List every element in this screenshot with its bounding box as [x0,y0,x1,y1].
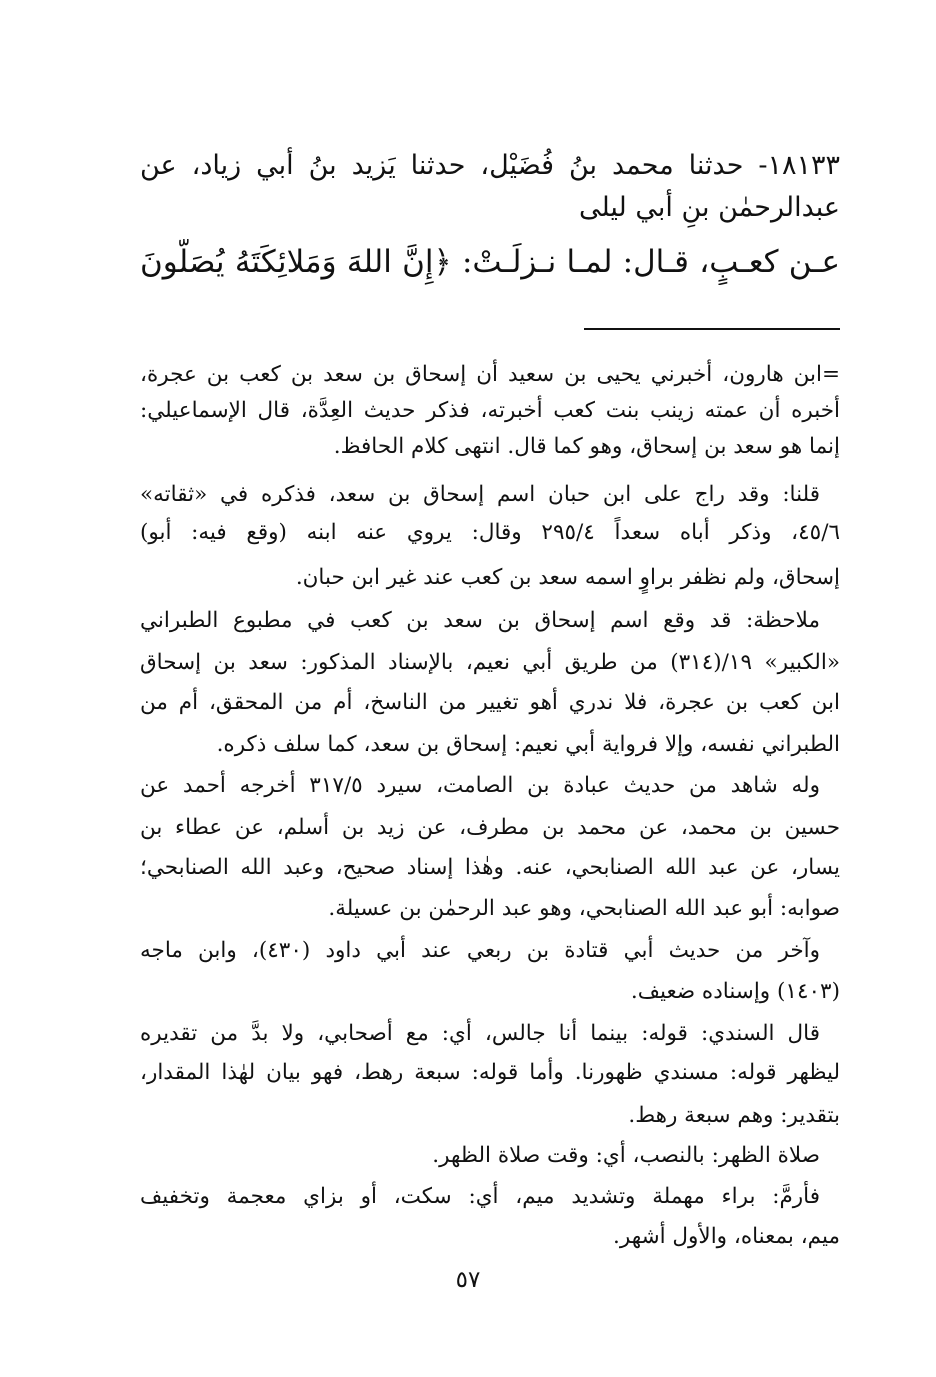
main-text-line-1: ١٨١٣٣- حدثنا محمد بنُ فُضَيْل، حدثنا يَزيد بنُ أبي زياد، عن [140,150,840,181]
footnote-line-1: =ابن هارون، أخبرني يحيى بن سعيد أن إسحاق بن سعد بن كعب بن عجرة، [140,362,840,387]
footnote-line-2: أخبره أن عمته زينب بنت كعب أخبرته، فذكر حديث العِدَّة، قال الإسماعيلي: [140,398,840,423]
footnote-line-9: ابن كعب بن عجرة، فلا ندري أهو تغيير من الناسخ، أم من المحقق، أم من [140,690,840,715]
footnote-line-5: ٤٥/٦، وذكر أباه سعداً ٢٩٥/٤ وقال: يروي عنه ابنه (وقع فيه: أبو) [140,520,840,545]
footnote-line-10: الطبراني نفسه، وإلا فرواية أبي نعيم: إسحاق بن سعد، كما سلف ذكره. [216,732,840,757]
footnote-line-17: قال السندي: قوله: بينما أنا جالس، أي: مع أصحابي، ولا بدَّ من تقديره [140,1021,820,1046]
footnote-line-4: قلنا: وقد راج على ابن حبان اسم إسحاق بن سعد، فذكره في «ثقاته» [140,482,820,507]
footnote-line-11: وله شاهد من حديث عبادة بن الصامت، سيرد ٣١٧/٥ أخرجه أحمد عن [140,773,820,798]
footnote-line-16: (١٤٠٣) وإسناده ضعيف. [630,979,840,1004]
footnote-line-7: ملاحظة: قد وقع اسم إسحاق بن سعد بن كعب في مطبوع الطبراني [140,608,820,633]
footnote-line-18: ليظهر قوله: مسندي ظهورنا. وأما قوله: سبعة رهط، فهو بيان لهٰذا المقدار، [140,1060,840,1085]
footnote-line-14: صوابه: أبو عبد الله الصنابحي، وهو عبد الرحمٰن بن عسيلة. [328,896,840,921]
footnote-separator [584,328,840,330]
footnote-line-8: «الكبير» ١٩/(٣١٤) من طريق أبي نعيم، بالإسناد المذكور: سعد بن إسحاق [140,650,840,675]
footnote-line-15: وآخر من حديث أبي قتادة بن ربعي عند أبي داود (٤٣٠)، وابن ماجه [140,938,820,963]
footnote-line-19: بتقدير: وهم سبعة رهط. [628,1103,840,1128]
footnote-line-3: إنما هو سعد بن إسحاق، وهو كما قال. انتهى كلام الحافظ. [333,434,840,459]
footnote-line-12: حسين بن محمد، عن محمد بن مطرف، عن زيد بن أسلم، عن عطاء بن [140,815,840,840]
page-number: ٥٧ [455,1267,481,1293]
footnote-line-20: صلاة الظهر: بالنصب، أي: وقت صلاة الظهر. [432,1143,820,1168]
footnote-line-22: ميم، بمعناه، والأول أشهر. [613,1224,840,1249]
main-text-line-2: عبدالرحمٰن بنِ أبي ليلى [578,192,840,223]
footnote-line-13: يسار، عن عبد الله الصنابحي، عنه. وهٰذا إسناد صحيح، وعبد الله الصنابحي؛ [140,855,840,880]
footnote-line-6: إسحاق، ولم نظفر براوٍ اسمه سعد بن كعب عند غير ابن حبان. [295,565,840,590]
main-text-line-3: عـن كعـبٍ، قـال: لمـا نـزلَـتْ: ﴿إِنَّ اللهَ وَمَلائِكَتَهُ يُصَلُّونَ [140,244,840,280]
footnote-line-21: فأرمَّ: براء مهملة وتشديد ميم، أي: سكت، أو بزاي معجمة وتخفيف [140,1184,820,1209]
